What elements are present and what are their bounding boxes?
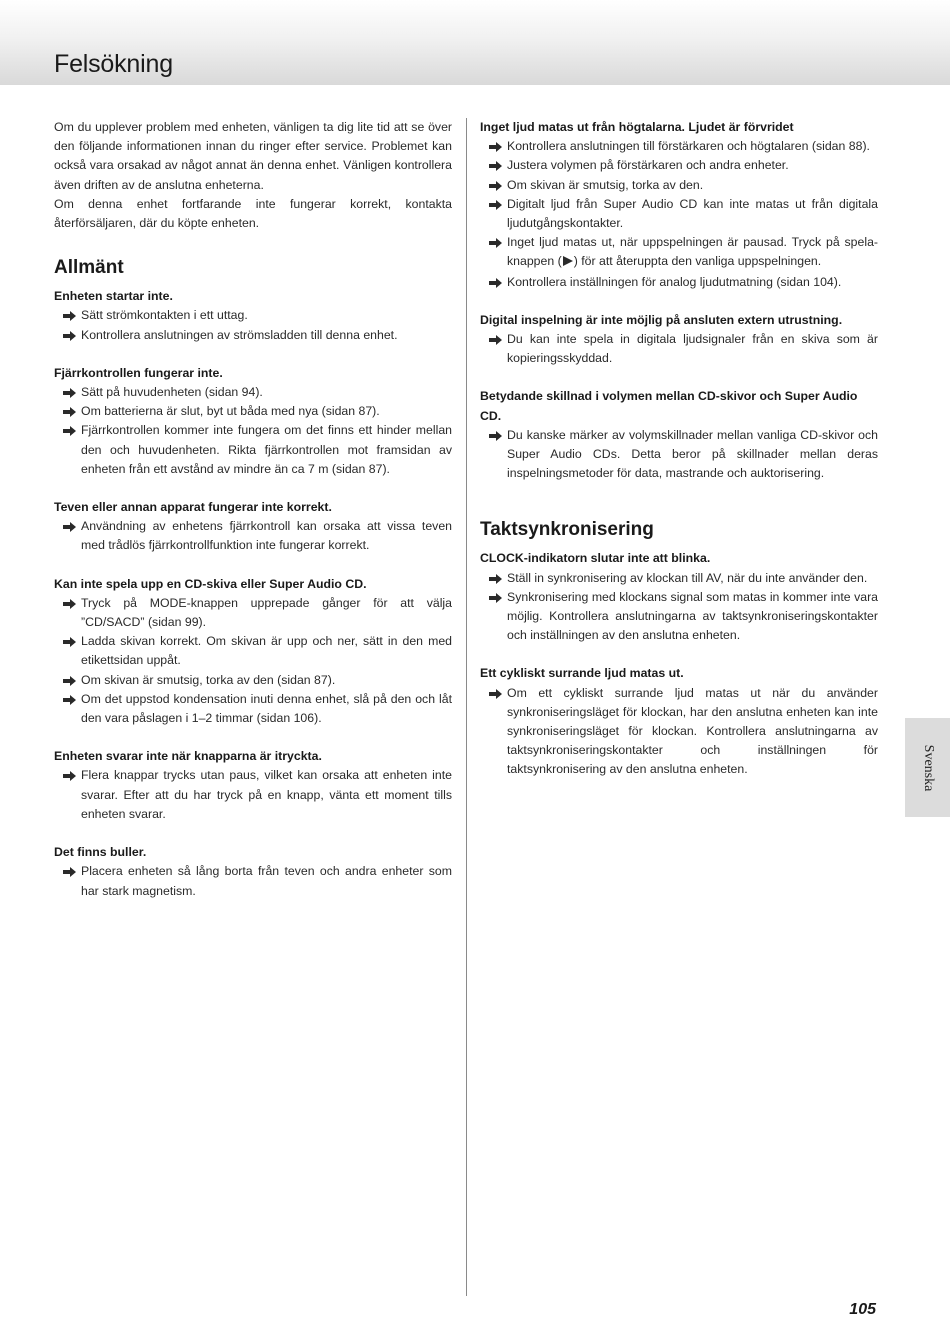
issue-title: Ett cykliskt surrande ljud matas ut. xyxy=(480,666,684,681)
issue-block xyxy=(54,364,452,479)
arrow-right-icon xyxy=(63,632,77,651)
solution-item: Du kan inte spela in digitala ljudsignaler från en skiva som är kopieringsskyddad. xyxy=(480,330,878,368)
solution-item: Kontrollera anslutningen av strömsladden till denna enhet. xyxy=(54,326,452,345)
solution-item: Du kanske märker av volymskillnader mellan vanliga CD-skivor och Super Audio CDs. Detta beror på skillnader mellan deras inspelningsmetoder för data, mastrande och auktorisering. xyxy=(480,426,878,484)
issue-block xyxy=(480,311,878,369)
arrow-right-icon xyxy=(63,402,77,421)
issue-block xyxy=(480,549,878,645)
solution-item: Om det uppstod kondensation inuti denna enhet, slå på den och låt den vara påslagen i 1–2 timmar (sidan 106). xyxy=(54,690,452,728)
solution-item: Digitalt ljud från Super Audio CD kan inte matas ut från digitala ljudutgångskontakter. xyxy=(480,195,878,233)
language-tab xyxy=(905,718,950,817)
solution-item: Sätt strömkontakten i ett uttag. xyxy=(54,306,452,325)
solution-item: Om skivan är smutsig, torka av den (sidan 87). xyxy=(54,671,452,690)
issue-block xyxy=(480,664,878,779)
arrow-right-icon xyxy=(63,421,77,440)
arrow-right-icon xyxy=(489,137,503,156)
issue-title: Digital inspelning är inte möjlig på ansluten extern utrustning. xyxy=(480,312,843,327)
issue-title: Fjärrkontrollen fungerar inte. xyxy=(54,365,223,380)
issue-block xyxy=(54,287,452,345)
intro-paragraph: Om du upplever problem med enheten, vänligen ta dig lite tid att se över den följande informationen innan du ringer efter service. Problemet kan också vara orsakad av något annat än denna enhet. Vänligen kontrollera även driften av de anslutna enheterna. xyxy=(54,120,452,192)
arrow-right-icon xyxy=(63,671,77,690)
arrow-right-icon xyxy=(489,176,503,195)
play-icon xyxy=(562,253,574,272)
arrow-right-icon xyxy=(63,383,77,402)
arrow-right-icon xyxy=(489,156,503,175)
solution-item: Ladda skivan korrekt. Om skivan är upp och ner, sätt in den med etikettsidan uppåt. xyxy=(54,632,452,670)
arrow-right-icon xyxy=(489,569,503,588)
issue-title: Enheten startar inte. xyxy=(54,289,173,304)
arrow-right-icon xyxy=(63,306,77,325)
arrow-right-icon xyxy=(489,426,503,445)
issue-block xyxy=(54,575,452,729)
solution-item: Om batterierna är slut, byt ut båda med nya (sidan 87). xyxy=(54,402,452,421)
issue-block xyxy=(54,843,452,901)
arrow-right-icon xyxy=(63,326,77,345)
solution-item: Inget ljud matas ut, när uppspelningen är pausad. Tryck på spela-knappen ( ) för att återuppta den vanliga uppspelningen. xyxy=(480,233,878,272)
arrow-right-icon xyxy=(489,588,503,607)
solution-item: Placera enheten så lång borta från teven och andra enheter som har stark magnetism. xyxy=(54,862,452,900)
solution-item: Om ett cykliskt surrande ljud matas ut när du använder synkroniseringsläget för klockan, har den anslutna enheten kan inte synkroniseringsläget för klockan. Kontrollera anslutningarna av taktsynkroniseringskontakter och inställningen för taktsynkronisering av den anslutna enheten. xyxy=(480,684,878,780)
solution-item: Sätt på huvudenheten (sidan 94). xyxy=(54,383,452,402)
section-heading-general: Allmänt xyxy=(54,257,124,279)
issue-title: Kan inte spela upp en CD-skiva eller Super Audio CD. xyxy=(54,576,367,591)
page-number: 105 xyxy=(849,1301,876,1318)
solution-item: Användning av enhetens fjärrkontroll kan orsaka att vissa teven med trådlös fjärrkontrollfunktion inte fungerar korrekt. xyxy=(54,517,452,555)
intro-paragraph: Om denna enhet fortfarande inte fungerar korrekt, kontakta återförsäljaren, där du köpte enheten. xyxy=(54,196,452,231)
left-column xyxy=(54,118,452,920)
solution-item: Kontrollera anslutningen till förstärkaren och högtalaren (sidan 88). xyxy=(480,137,878,156)
arrow-right-icon xyxy=(489,330,503,349)
arrow-right-icon xyxy=(63,517,77,536)
issue-title: Teven eller annan apparat fungerar inte korrekt. xyxy=(54,500,332,515)
solution-item: Kontrollera inställningen för analog ljudutmatning (sidan 104). xyxy=(480,273,878,292)
solution-item: Om skivan är smutsig, torka av den. xyxy=(480,176,878,195)
page-title: Felsökning xyxy=(54,50,173,78)
arrow-right-icon xyxy=(63,594,77,613)
issue-block xyxy=(480,387,878,483)
right-column xyxy=(480,118,878,799)
section-heading-clock: Taktsynkronisering xyxy=(480,519,654,541)
issue-title: Betydande skillnad i volymen mellan CD-skivor och Super Audio CD. xyxy=(480,389,858,423)
arrow-right-icon xyxy=(63,862,77,881)
solution-item: Ställ in synkronisering av klockan till AV, när du inte använder den. xyxy=(480,569,878,588)
arrow-right-icon xyxy=(489,273,503,292)
arrow-right-icon xyxy=(63,766,77,785)
issue-block xyxy=(54,498,452,556)
issue-block xyxy=(54,747,452,824)
issue-title: Enheten svarar inte när knapparna är itryckta. xyxy=(54,749,322,764)
arrow-right-icon xyxy=(489,233,503,252)
issue-title: Inget ljud matas ut från högtalarna. Ljudet är förvridet xyxy=(480,120,794,134)
solution-item: Tryck på MODE-knappen upprepade gånger för att välja ”CD/SACD” (sidan 99). xyxy=(54,594,452,632)
arrow-right-icon xyxy=(489,195,503,214)
arrow-right-icon xyxy=(489,684,503,703)
solution-item: Fjärrkontrollen kommer inte fungera om det finns ett hinder mellan den och huvudenheten. Rikta fjärrkontrollen mot framsidan av enheten från ett avstånd av mindre än ca 7 m (sidan 87). xyxy=(54,421,452,479)
column-divider xyxy=(466,118,467,1296)
issue-block xyxy=(480,118,878,292)
issue-title: Det finns buller. xyxy=(54,845,147,860)
solution-item: Justera volymen på förstärkaren och andra enheter. xyxy=(480,156,878,175)
language-tab-label: Svenska xyxy=(920,744,936,791)
arrow-right-icon xyxy=(63,690,77,709)
solution-item: Flera knappar trycks utan paus, vilket kan orsaka att enheten inte svarar. Efter att du har tryck på en knapp, vänta ett moment tills enheten svarar. xyxy=(54,766,452,824)
solution-item: Synkronisering med klockans signal som matas in kommer inte vara möjlig. Kontrollera anslutningarna av taktsynkroniseringskontakter och inställningen av den anslutna enheten. xyxy=(480,588,878,646)
page-header xyxy=(0,0,950,85)
issue-title: CLOCK-indikatorn slutar inte att blinka. xyxy=(480,551,711,566)
